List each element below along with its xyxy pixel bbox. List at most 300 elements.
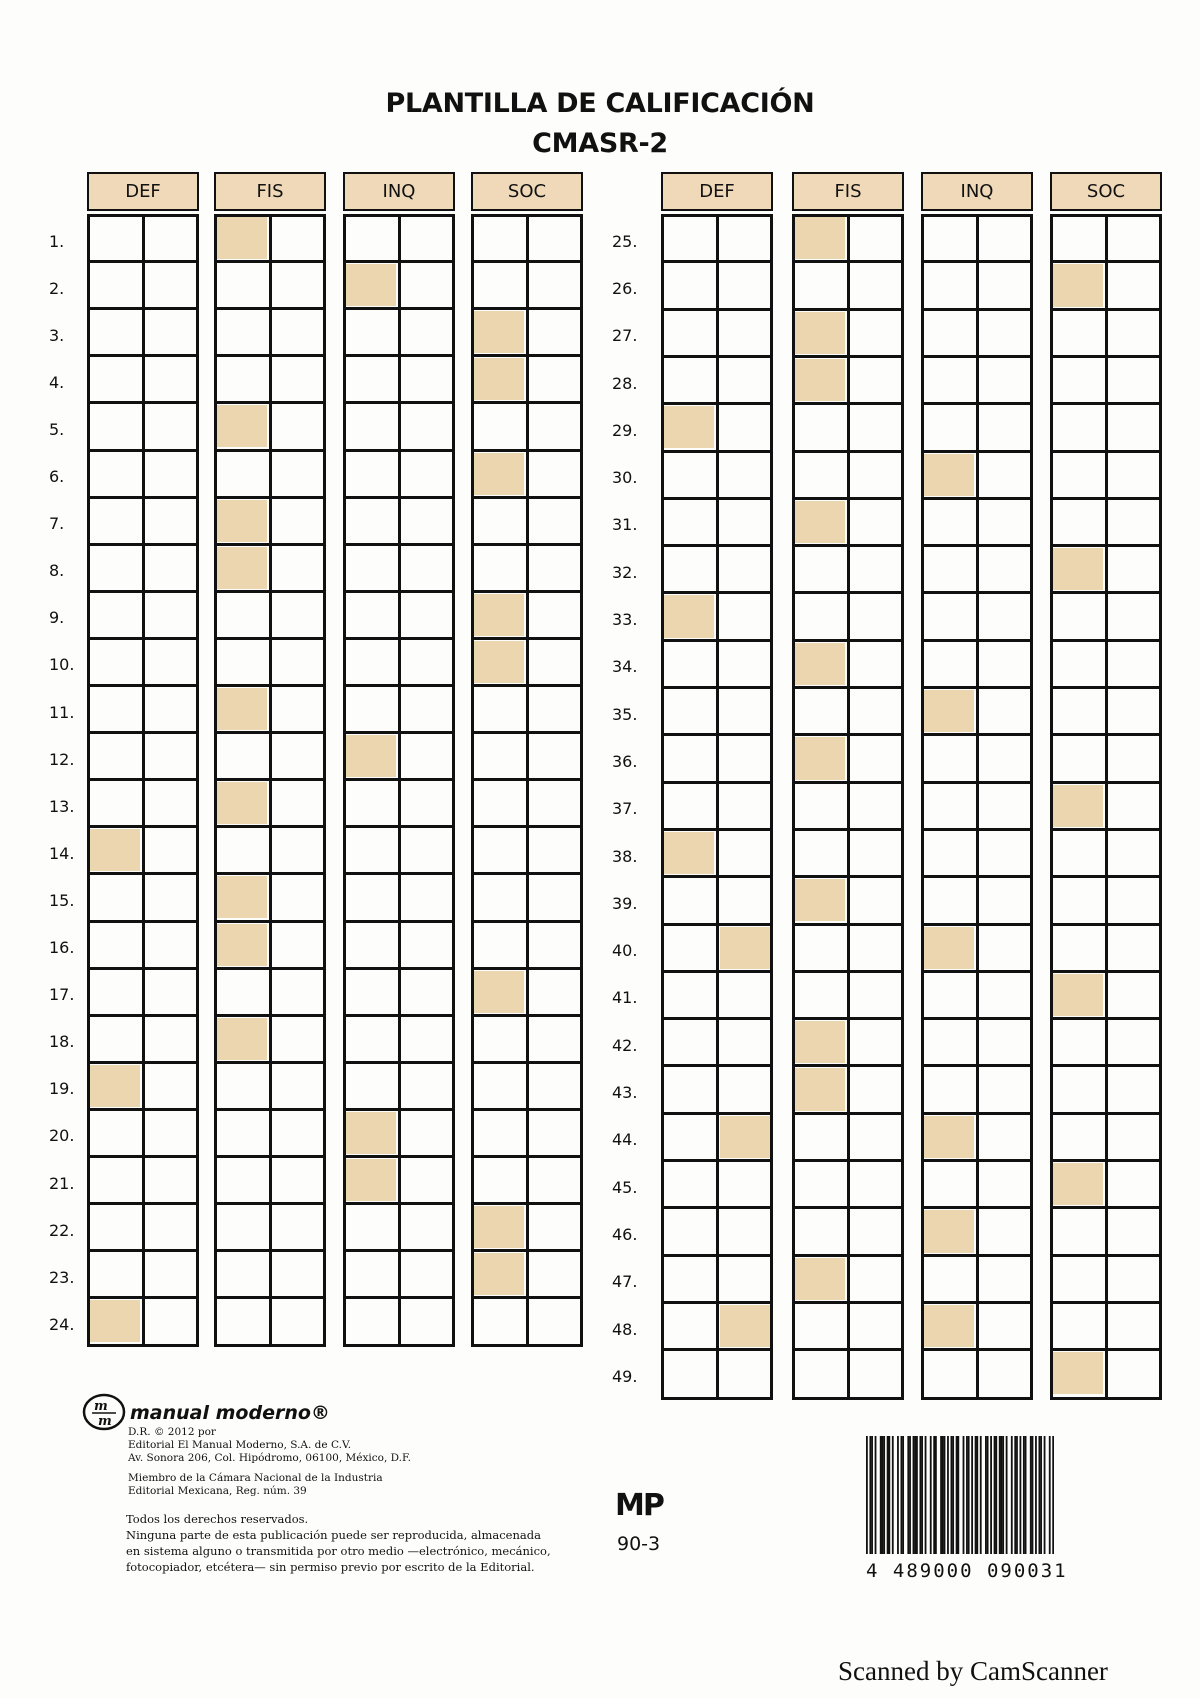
row-line [1050,1206,1162,1209]
row-line [661,733,773,736]
row-line [471,543,583,546]
row-line [921,875,1033,878]
row-line [1050,1254,1162,1257]
row-line [214,1249,326,1252]
barcode-bar [952,1436,954,1554]
barcode-bar [871,1436,873,1554]
publisher-line: D.R. © 2012 por [128,1426,216,1438]
barcode-bar [1016,1436,1018,1554]
barcode-bar [1038,1436,1040,1554]
barcode-bar [976,1436,978,1554]
item-number: 22. [49,1220,75,1240]
row-line [343,260,455,263]
item-number: 31. [612,515,638,535]
row-line [343,307,455,310]
barcode-bar [933,1436,935,1554]
item-number: 39. [612,893,638,913]
row-line [1050,970,1162,973]
row-line [661,355,773,358]
row-line [661,1206,773,1209]
publisher-brand: manual moderno® [130,1402,330,1424]
publisher-line: Editorial El Manual Moderno, S.A. de C.V. [128,1439,352,1451]
row-line [343,354,455,357]
row-line [343,496,455,499]
page-subtitle: CMASR-2 [532,128,668,159]
row-line [343,967,455,970]
row-line [921,402,1033,405]
item-number: 9. [49,608,65,628]
barcode-bar [951,1436,953,1554]
row-line [661,1348,773,1351]
row-line [921,923,1033,926]
row-line [661,260,773,263]
row-line [343,1061,455,1064]
row-line [921,781,1033,784]
item-number: 13. [49,796,75,816]
row-line [87,1014,199,1017]
row-line [792,497,904,500]
barcode-bar [994,1436,996,1554]
row-line [471,590,583,593]
row-line [1050,1301,1162,1304]
item-number: 44. [612,1130,638,1150]
row-line [214,967,326,970]
row-line [214,731,326,734]
row-line [921,544,1033,547]
row-line [471,920,583,923]
item-number: 23. [49,1267,75,1287]
item-number: 19. [49,1079,75,1099]
row-line [214,260,326,263]
barcode-bar [990,1436,992,1554]
row-line [1050,1348,1162,1351]
row-line [661,591,773,594]
item-number: 26. [612,278,638,298]
row-line [87,778,199,781]
item-number: 45. [612,1177,638,1197]
row-line [471,872,583,875]
column-header-fis: FIS [214,172,326,211]
row-line [921,639,1033,642]
row-line [792,1112,904,1115]
row-line [1050,1112,1162,1115]
row-line [661,639,773,642]
row-line [792,591,904,594]
row-line [343,825,455,828]
column-header-def: DEF [661,172,773,211]
row-line [792,686,904,689]
row-line [792,875,904,878]
item-number: 24. [49,1314,75,1334]
row-line [87,967,199,970]
row-line [792,781,904,784]
row-line [471,307,583,310]
item-number: 7. [49,514,65,534]
row-line [1050,828,1162,831]
row-line [214,778,326,781]
row-line [343,449,455,452]
row-line [792,923,904,926]
item-number: 28. [612,373,638,393]
barcode-bar [987,1436,989,1554]
item-number: 33. [612,610,638,630]
column-divider [1105,214,1108,1397]
row-line [661,828,773,831]
rights-line: en sistema alguno o transmitida por otro medio —electrónico, mecánico, [126,1544,551,1558]
row-line [214,637,326,640]
row-line [661,1159,773,1162]
row-line [343,920,455,923]
row-line [87,731,199,734]
row-line [471,1061,583,1064]
barcode-bar [902,1436,904,1554]
row-line [87,1155,199,1158]
item-number: 5. [49,419,65,439]
row-line [921,1301,1033,1304]
row-line [214,684,326,687]
row-line [921,497,1033,500]
row-line [1050,875,1162,878]
row-line [1050,781,1162,784]
row-line [921,1064,1033,1067]
row-line [471,637,583,640]
publisher-line: Av. Sonora 206, Col. Hipódromo, 06100, México, D.F. [128,1452,411,1464]
barcode-bar [1030,1436,1032,1554]
row-line [921,1254,1033,1257]
row-line [87,354,199,357]
row-line [343,1202,455,1205]
row-line [921,828,1033,831]
row-line [471,1108,583,1111]
row-line [792,1159,904,1162]
row-line [1050,1017,1162,1020]
barcode-bar [901,1436,903,1554]
row-line [87,401,199,404]
barcode-bar [985,1436,987,1554]
row-line [87,1296,199,1299]
item-number: 43. [612,1083,638,1103]
barcode-bar [909,1436,911,1554]
item-number: 25. [612,231,638,251]
row-line [661,923,773,926]
barcode-bar [1006,1436,1008,1554]
barcode-bar [1049,1436,1051,1554]
row-line [343,684,455,687]
column-header-inq: INQ [343,172,455,211]
row-line [661,544,773,547]
row-line [214,1014,326,1017]
row-line [87,590,199,593]
row-line [921,260,1033,263]
column-header-inq: INQ [921,172,1033,211]
row-line [921,1348,1033,1351]
row-line [87,872,199,875]
row-line [214,1155,326,1158]
row-line [1050,591,1162,594]
row-line [471,1014,583,1017]
row-line [921,1017,1033,1020]
item-number: 27. [612,326,638,346]
row-line [661,1112,773,1115]
row-line [343,1296,455,1299]
column-header-fis: FIS [792,172,904,211]
row-line [214,307,326,310]
row-line [214,1108,326,1111]
barcode-bar [999,1436,1001,1554]
row-line [1050,355,1162,358]
row-line [661,1301,773,1304]
row-line [87,825,199,828]
item-number: 36. [612,751,638,771]
row-line [792,1254,904,1257]
barcode-bar [866,1436,868,1554]
barcode-bar [914,1436,916,1554]
row-line [214,401,326,404]
item-number: 30. [612,468,638,488]
row-line [792,450,904,453]
row-line [1050,733,1162,736]
row-line [661,875,773,878]
row-line [471,825,583,828]
barcode-bar [1001,1436,1003,1554]
row-line [921,686,1033,689]
barcode-bar [882,1436,884,1554]
row-line [87,1249,199,1252]
barcode-bar [921,1436,923,1554]
row-line [792,970,904,973]
row-line [87,260,199,263]
row-line [214,354,326,357]
row-line [343,543,455,546]
column-divider [847,214,850,1397]
column-divider [976,214,979,1397]
column-header-soc: SOC [1050,172,1162,211]
row-line [792,1206,904,1209]
barcode-bar [930,1436,932,1554]
row-line [87,1202,199,1205]
barcode-bar [971,1436,973,1554]
barcode-bar [897,1436,899,1554]
row-line [343,872,455,875]
row-line [661,686,773,689]
column-divider [716,214,719,1397]
row-line [214,825,326,828]
row-line [471,260,583,263]
row-line [214,872,326,875]
row-line [343,590,455,593]
row-line [343,401,455,404]
row-line [1050,497,1162,500]
row-line [921,308,1033,311]
mp-logo: MP [615,1488,663,1523]
item-number: 41. [612,988,638,1008]
row-line [471,354,583,357]
item-number: 48. [612,1319,638,1339]
row-line [921,450,1033,453]
item-number: 8. [49,561,65,581]
item-number: 20. [49,1126,75,1146]
barcode-bar [1035,1436,1037,1554]
item-number: 16. [49,938,75,958]
barcode-bar [966,1436,968,1554]
item-number: 10. [49,655,75,675]
row-line [87,684,199,687]
row-line [214,1202,326,1205]
item-number: 17. [49,985,75,1005]
row-line [1050,923,1162,926]
svg-text:m: m [98,1414,112,1429]
row-line [471,778,583,781]
barcode-bar [1023,1436,1025,1554]
row-line [792,1301,904,1304]
row-line [87,920,199,923]
row-line [1050,308,1162,311]
row-line [214,449,326,452]
item-number: 6. [49,467,65,487]
barcode-bar [935,1436,937,1554]
row-line [343,1155,455,1158]
barcode-bar [875,1436,877,1554]
item-number: 14. [49,843,75,863]
row-line [343,731,455,734]
barcode-bar [944,1436,946,1554]
row-line [87,307,199,310]
row-line [792,308,904,311]
item-number: 21. [49,1173,75,1193]
row-line [921,1159,1033,1162]
publisher-line: Editorial Mexicana, Reg. núm. 39 [128,1485,307,1497]
row-line [471,1296,583,1299]
barcode-bar [869,1436,871,1554]
barcode-bar [1032,1436,1034,1554]
item-number: 37. [612,799,638,819]
row-line [661,781,773,784]
row-line [661,1017,773,1020]
row-line [792,355,904,358]
item-number: 32. [612,562,638,582]
item-number: 12. [49,749,75,769]
item-number: 46. [612,1224,638,1244]
barcode-bar [1040,1436,1042,1554]
row-line [471,496,583,499]
barcode-bar [968,1436,970,1554]
barcode-icon [866,1436,1054,1554]
row-line [921,1206,1033,1209]
barcode-bar [907,1436,909,1554]
row-line [792,544,904,547]
manual-moderno-logo-icon [82,1392,128,1432]
row-line [471,684,583,687]
row-line [343,637,455,640]
item-number: 18. [49,1032,75,1052]
barcode-bar [888,1436,890,1554]
barcode-number: 4 489000 090031 [866,1560,1068,1582]
barcode-bar [963,1436,965,1554]
barcode-bar [883,1436,885,1554]
row-line [87,496,199,499]
barcode-bar [957,1436,959,1554]
rights-line: Todos los derechos reservados. [126,1512,309,1526]
row-line [792,1064,904,1067]
row-line [661,1064,773,1067]
item-number: 38. [612,846,638,866]
row-line [1050,544,1162,547]
row-line [1050,1064,1162,1067]
row-line [471,401,583,404]
item-number: 40. [612,941,638,961]
barcode-bar [1014,1436,1016,1554]
row-line [661,970,773,973]
barcode-bar [1002,1436,1004,1554]
row-line [792,402,904,405]
row-line [1050,450,1162,453]
row-line [1050,686,1162,689]
row-line [471,1155,583,1158]
item-number: 3. [49,325,65,345]
row-line [214,543,326,546]
item-number: 1. [49,231,65,251]
row-line [792,828,904,831]
page-title: PLANTILLA DE CALIFICACIÓN [385,88,815,119]
column-header-def: DEF [87,172,199,211]
column-header-soc: SOC [471,172,583,211]
row-line [921,355,1033,358]
barcode-bar [919,1436,921,1554]
barcode-bar [956,1436,958,1554]
row-line [471,449,583,452]
row-line [471,967,583,970]
row-line [661,308,773,311]
barcode-bar [925,1436,927,1554]
barcode-bar [880,1436,882,1554]
item-number: 49. [612,1366,638,1386]
row-line [343,1108,455,1111]
row-line [471,1202,583,1205]
barcode-bar [1025,1436,1027,1554]
barcode-bar [947,1436,949,1554]
barcode-bar [1052,1436,1054,1554]
row-line [343,1014,455,1017]
barcode-bar [892,1436,894,1554]
row-line [661,497,773,500]
item-number: 35. [612,704,638,724]
row-line [921,733,1033,736]
item-number: 4. [49,372,65,392]
rights-line: Ninguna parte de esta publicación puede ser reproducida, almacenada [126,1528,541,1542]
row-line [343,778,455,781]
row-line [471,1249,583,1252]
row-line [661,1254,773,1257]
row-line [214,1061,326,1064]
svg-text:m: m [94,1399,108,1414]
barcode-bar [995,1436,997,1554]
barcode-bar [980,1436,982,1554]
row-line [87,1061,199,1064]
row-line [214,1296,326,1299]
barcode-bar [887,1436,889,1554]
product-code: 90-3 [617,1533,661,1555]
row-line [921,591,1033,594]
row-line [1050,402,1162,405]
item-number: 2. [49,278,65,298]
barcode-bar [1011,1436,1013,1554]
row-line [792,1017,904,1020]
row-line [214,496,326,499]
item-number: 42. [612,1035,638,1055]
barcode-bar [1044,1436,1046,1554]
row-line [792,733,904,736]
scanner-watermark: Scanned by CamScanner [838,1656,1108,1686]
